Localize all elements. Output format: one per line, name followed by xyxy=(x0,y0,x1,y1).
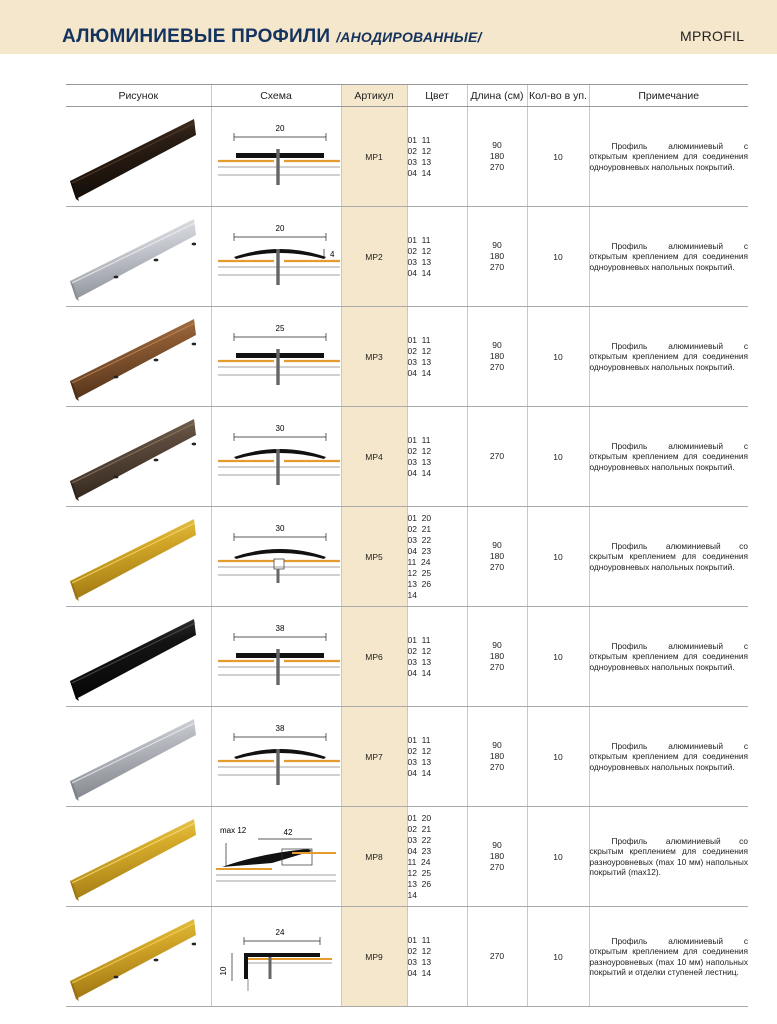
quantity-cell: 10 xyxy=(527,907,589,1007)
svg-text:42: 42 xyxy=(283,827,292,837)
quantity-cell: 10 xyxy=(527,707,589,807)
color-code: 02 12 xyxy=(407,145,432,156)
note-text: Профиль алюминиевый со скрытым креплением для соединения разноуровневых (max 10 мм) напольных покрытий (max12). xyxy=(589,835,748,877)
svg-text:10: 10 xyxy=(218,966,228,975)
article-cell: MP6 xyxy=(341,607,407,707)
color-code: 02 12 xyxy=(407,245,432,256)
length-value: 270 xyxy=(489,862,505,872)
length-value: 180 xyxy=(489,751,505,761)
color-cell xyxy=(407,607,467,707)
column-header-article: Артикул xyxy=(341,85,407,107)
article-cell: MP1 xyxy=(341,107,407,207)
table-row xyxy=(66,807,748,907)
page-title-main: АЛЮМИНИЕВЫЕ ПРОФИЛИ xyxy=(62,26,331,47)
quantity-cell: 10 xyxy=(527,807,589,907)
table-row xyxy=(66,607,748,707)
article-cell: MP3 xyxy=(341,307,407,407)
scheme-cell xyxy=(211,407,341,507)
quantity-cell: 10 xyxy=(527,307,589,407)
length-value: 180 xyxy=(489,851,505,861)
color-cell xyxy=(407,407,467,507)
length-cell xyxy=(467,507,527,607)
length-value: 270 xyxy=(489,451,505,461)
color-code: 12 25 xyxy=(407,567,432,578)
scheme-cell xyxy=(211,607,341,707)
silver-wide-profile-photo xyxy=(66,711,196,803)
color-code: 03 13 xyxy=(407,956,432,967)
length-cell xyxy=(467,407,527,507)
gold-profile-photo xyxy=(66,511,196,603)
length-value: 270 xyxy=(489,162,505,172)
length-value: 90 xyxy=(492,240,502,250)
quantity-cell: 10 xyxy=(527,607,589,707)
color-code: 11 24 xyxy=(407,556,431,567)
note-text: Профиль алюминиевый с открытым креплением для соединения одноуровневых напольных покрытий. xyxy=(589,240,748,272)
color-code: 01 11 xyxy=(407,334,431,345)
flat-profile-open-mount-diagram xyxy=(212,111,342,203)
note-text: Профиль алюминиевый с открытым креплением для соединения одноуровневых напольных покрытий. xyxy=(589,640,748,672)
gold-stair-nosing-photo xyxy=(66,911,196,1003)
length-value: 90 xyxy=(492,140,502,150)
color-code: 02 12 xyxy=(407,645,432,656)
table-header-row xyxy=(66,85,748,107)
length-value: 90 xyxy=(492,340,502,350)
color-code: 04 14 xyxy=(407,367,432,378)
column-header-note: Примечание xyxy=(589,85,748,107)
color-code: 02 12 xyxy=(407,745,432,756)
length-value: 270 xyxy=(489,362,505,372)
color-code: 14 xyxy=(407,589,417,600)
color-cell xyxy=(407,507,467,607)
color-code: 01 20 xyxy=(407,512,432,523)
length-cell xyxy=(467,207,527,307)
color-code: 11 24 xyxy=(407,856,431,867)
note-cell xyxy=(589,307,748,407)
table-row xyxy=(66,307,748,407)
scheme-cell xyxy=(211,707,341,807)
color-code: 12 25 xyxy=(407,867,432,878)
color-code: 01 11 xyxy=(407,434,431,445)
table-row xyxy=(66,507,748,607)
column-header-scheme: Схема xyxy=(211,85,341,107)
length-value: 90 xyxy=(492,540,502,550)
color-code: 04 14 xyxy=(407,967,432,978)
article-cell: MP4 xyxy=(341,407,407,507)
brand-logo-text: MPROFIL xyxy=(680,28,745,44)
note-cell xyxy=(589,107,748,207)
scheme-cell xyxy=(211,207,341,307)
color-cell xyxy=(407,707,467,807)
svg-text:24: 24 xyxy=(275,927,284,937)
scheme-cell xyxy=(211,507,341,607)
page-title-subtitle: /АНОДИРОВАННЫЕ/ xyxy=(336,29,482,45)
length-value: 180 xyxy=(489,551,505,561)
product-photo-cell xyxy=(66,307,211,407)
color-code: 01 11 xyxy=(407,234,431,245)
product-photo-cell xyxy=(66,507,211,607)
domed-profile-hidden-mount-diagram xyxy=(212,511,342,603)
color-code: 01 11 xyxy=(407,634,431,645)
note-text: Профиль алюминиевый со скрытым креплением для соединения одноуровневых напольных покрытий. xyxy=(589,540,748,572)
page-title xyxy=(62,26,482,48)
svg-text:38: 38 xyxy=(275,623,284,633)
color-code: 02 12 xyxy=(407,945,432,956)
svg-text:30: 30 xyxy=(275,523,284,533)
color-code: 04 14 xyxy=(407,167,432,178)
color-cell xyxy=(407,907,467,1007)
note-text: Профиль алюминиевый с открытым креплением для соединения одноуровневых напольных покрытий. xyxy=(589,340,748,372)
color-code: 13 26 xyxy=(407,878,432,889)
profiles-table xyxy=(66,84,748,1007)
color-cell xyxy=(407,207,467,307)
note-cell xyxy=(589,707,748,807)
svg-text:20: 20 xyxy=(275,223,284,233)
length-value: 180 xyxy=(489,251,505,261)
silver-profile-photo xyxy=(66,211,196,303)
color-code: 04 14 xyxy=(407,267,432,278)
color-code: 13 26 xyxy=(407,578,432,589)
dark-bronze-profile-photo xyxy=(66,411,196,503)
scheme-cell xyxy=(211,907,341,1007)
product-photo-cell xyxy=(66,807,211,907)
note-cell xyxy=(589,907,748,1007)
table-row xyxy=(66,407,748,507)
svg-text:max 12: max 12 xyxy=(219,825,246,835)
color-code: 04 23 xyxy=(407,845,432,856)
note-text: Профиль алюминиевый с открытым креплением для соединения одноуровневых напольных покрытий. xyxy=(589,440,748,472)
flat-profile-open-mount-diagram xyxy=(212,311,342,403)
domed-profile-open-mount-diagram xyxy=(212,711,342,803)
product-photo-cell xyxy=(66,707,211,807)
color-code: 01 20 xyxy=(407,812,432,823)
quantity-cell: 10 xyxy=(527,507,589,607)
scheme-cell xyxy=(211,807,341,907)
note-text: Профиль алюминиевый с открытым креплением для соединения одноуровневых напольных покрытий. xyxy=(589,140,748,172)
gold-ramp-profile-photo xyxy=(66,811,196,903)
table-row xyxy=(66,207,748,307)
color-cell xyxy=(407,307,467,407)
column-header-color: Цвет xyxy=(407,85,467,107)
color-code: 03 22 xyxy=(407,834,432,845)
svg-text:20: 20 xyxy=(275,123,284,133)
color-code: 03 13 xyxy=(407,756,432,767)
length-value: 270 xyxy=(489,762,505,772)
length-value: 90 xyxy=(492,640,502,650)
color-code: 02 21 xyxy=(407,823,432,834)
length-value: 180 xyxy=(489,351,505,361)
note-cell xyxy=(589,607,748,707)
color-code: 01 11 xyxy=(407,134,431,145)
color-code: 04 14 xyxy=(407,467,432,478)
note-text: Профиль алюминиевый с открытым креплением для соединения одноуровневых напольных покрытий. xyxy=(589,740,748,772)
table-row xyxy=(66,907,748,1007)
page-header xyxy=(0,0,777,54)
column-header-length: Длина (см) xyxy=(467,85,527,107)
article-cell: MP9 xyxy=(341,907,407,1007)
length-cell xyxy=(467,307,527,407)
color-code: 04 14 xyxy=(407,767,432,778)
note-cell xyxy=(589,807,748,907)
note-cell xyxy=(589,507,748,607)
product-photo-cell xyxy=(66,607,211,707)
article-cell: MP5 xyxy=(341,507,407,607)
length-cell xyxy=(467,607,527,707)
table-row xyxy=(66,107,748,207)
color-code: 02 12 xyxy=(407,345,432,356)
svg-text:4: 4 xyxy=(329,249,334,259)
svg-text:38: 38 xyxy=(275,723,284,733)
color-code: 14 xyxy=(407,889,417,900)
quantity-cell: 10 xyxy=(527,107,589,207)
table-row xyxy=(66,707,748,807)
length-value: 270 xyxy=(489,262,505,272)
length-value: 90 xyxy=(492,740,502,750)
quantity-cell: 10 xyxy=(527,207,589,307)
svg-text:30: 30 xyxy=(275,423,284,433)
length-value: 270 xyxy=(489,951,505,961)
color-code: 04 14 xyxy=(407,667,432,678)
black-profile-photo xyxy=(66,611,196,703)
color-code: 03 13 xyxy=(407,456,432,467)
length-cell xyxy=(467,907,527,1007)
note-cell xyxy=(589,407,748,507)
color-code: 02 12 xyxy=(407,445,432,456)
length-value: 180 xyxy=(489,151,505,161)
color-code: 01 11 xyxy=(407,734,431,745)
color-code: 03 22 xyxy=(407,534,432,545)
domed-profile-open-mount-diagram xyxy=(212,211,342,303)
product-photo-cell xyxy=(66,407,211,507)
color-code: 03 13 xyxy=(407,356,432,367)
note-cell xyxy=(589,207,748,307)
article-cell: MP8 xyxy=(341,807,407,907)
domed-profile-open-mount-diagram xyxy=(212,411,342,503)
color-cell xyxy=(407,107,467,207)
length-value: 270 xyxy=(489,662,505,672)
length-value: 90 xyxy=(492,840,502,850)
stair-nosing-diagram xyxy=(212,911,342,1003)
color-code: 02 21 xyxy=(407,523,432,534)
length-cell xyxy=(467,107,527,207)
product-photo-cell xyxy=(66,107,211,207)
column-header-quantity: Кол-во в уп. xyxy=(527,85,589,107)
length-value: 180 xyxy=(489,651,505,661)
product-photo-cell xyxy=(66,207,211,307)
bronze-profile-photo xyxy=(66,311,196,403)
note-text: Профиль алюминиевый с открытым креплением для соединения разноуровневых (max 10 мм) напольных покрытий и отделки ступеней лестниц. xyxy=(589,935,748,977)
color-code: 04 23 xyxy=(407,545,432,556)
color-cell xyxy=(407,807,467,907)
scheme-cell xyxy=(211,307,341,407)
color-code: 03 13 xyxy=(407,156,432,167)
article-cell: MP7 xyxy=(341,707,407,807)
bronze-dark-profile-photo xyxy=(66,111,196,203)
length-cell xyxy=(467,807,527,907)
column-header-picture: Рисунок xyxy=(66,85,211,107)
ramp-profile-hidden-mount-diagram xyxy=(212,811,342,903)
article-cell: MP2 xyxy=(341,207,407,307)
quantity-cell: 10 xyxy=(527,407,589,507)
color-code: 01 11 xyxy=(407,934,431,945)
product-photo-cell xyxy=(66,907,211,1007)
color-code: 03 13 xyxy=(407,656,432,667)
flat-profile-open-mount-diagram xyxy=(212,611,342,703)
length-cell xyxy=(467,707,527,807)
scheme-cell xyxy=(211,107,341,207)
color-code: 03 13 xyxy=(407,256,432,267)
svg-text:25: 25 xyxy=(275,323,284,333)
length-value: 270 xyxy=(489,562,505,572)
